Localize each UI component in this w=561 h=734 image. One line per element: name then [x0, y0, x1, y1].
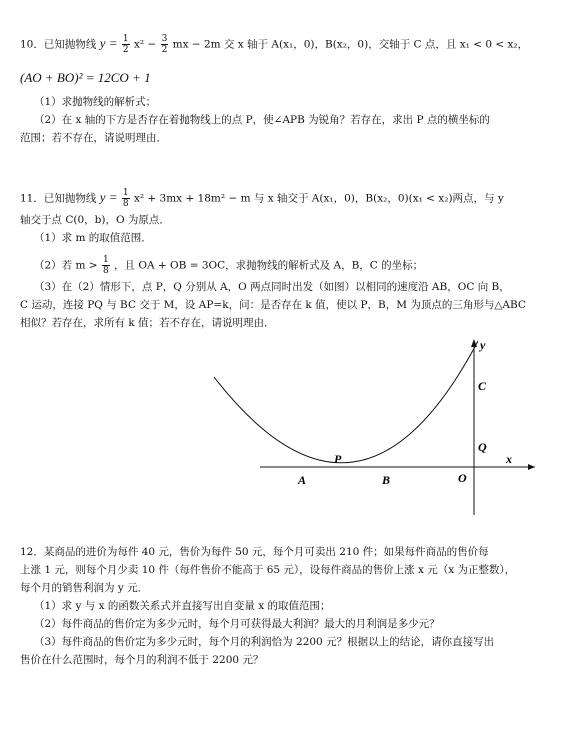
- label-B: B: [382, 473, 391, 487]
- q11-sub2-prefix: （2）若 m >: [34, 259, 98, 272]
- label-Q: Q: [478, 440, 487, 454]
- y-axis-arrow: [471, 339, 477, 347]
- q10-intro: 10．已知抛物线: [20, 38, 97, 51]
- q10-sub1: （1）求抛物线的解析式；: [34, 96, 157, 108]
- q12-sub1: （1）求 y 与 x 的函数关系式并直接写出自变量 x 的取值范围；: [34, 600, 331, 612]
- q10-term-x2: x² −: [133, 38, 157, 51]
- q11-sub3a: （3）在（2）情形下，点 P，Q 分别从 A，O 两点同时出发（如图）以相同的速度沿 AB，OC 向 B，: [34, 281, 510, 293]
- q10-line1: [20, 34, 550, 55]
- q11-fraction: $\frac{1}{8}$: [122, 188, 129, 209]
- label-x: x: [506, 452, 512, 466]
- q10-fraction-2: $\frac{3}{2}$: [161, 34, 168, 55]
- q10-equation: (AO + BO)² = 12CO + 1: [20, 70, 151, 85]
- q11-sub2: [34, 255, 561, 276]
- q11-sub2-text: ，且 OA + OB = 3OC，求抛物线的解析式及 A，B，C 的坐标；: [114, 259, 424, 272]
- label-P: P: [334, 452, 342, 466]
- label-C: C: [478, 379, 487, 393]
- q12-sub2: （2）每件商品的售价定为多少元时，每个月可获得最大利润？最大的月利润是多少元？: [34, 618, 440, 630]
- q10-fraction-1: $\frac{1}{2}$: [122, 34, 129, 55]
- q12-line2: 上涨 1 元，则每个月少卖 10 件（每件售价不能高于 65 元），设每件商品的售价上涨 x 元（x 为正整数），: [20, 564, 516, 576]
- q11-line1: [20, 188, 550, 209]
- x-axis-arrow: [528, 464, 535, 470]
- parabola-figure: [200, 335, 540, 525]
- q10-sub2a: （2）在 x 轴的下方是否存在着抛物线上的点 P，使∠APB 为锐角？若存在，求出 P 点的横坐标的: [34, 114, 490, 126]
- q11-condition: x² + 3mx + 18m² − m 与 x 轴交于 A(x₁，0)，B(x₂，0)(x₁ < x₂)两点，与 y: [133, 192, 504, 205]
- q11-intro: 11．已知抛物线: [20, 192, 97, 205]
- q11-sub1: （1）求 m 的取值范围．: [34, 232, 152, 244]
- label-O: O: [458, 471, 467, 485]
- q10-condition: mx − 2m 交 x 轴于 A(x₁，0)，B(x₂，0)，交轴于 C 点，且 x₁ < 0 < x₂，: [172, 38, 529, 51]
- q12-line3: 每个月的销售利润为 y 元．: [20, 582, 149, 594]
- q11-sub2-fraction: $\frac{1}{8}$: [102, 255, 109, 276]
- q11-sub3b: C 运动，连接 PQ 与 BC 交于 M，设 AP=k，问：是否存在 k 值，使以 P，B，M 为顶点的三角形与△ABC: [20, 299, 526, 311]
- q11-line2: 轴交于点 C(0，b)，O 为原点．: [20, 214, 170, 226]
- q10-sub2b: 范围；若不存在，请说明理由．: [20, 132, 167, 144]
- q12-line1: 12．某商品的进价为每件 40 元，售价为每件 50 元，每个月可卖出 210 件；如果每件商品的售价每: [20, 546, 489, 558]
- label-A: A: [298, 473, 307, 487]
- q12-sub3a: （3）每件商品的售价定为多少元时，每个月的利润恰为 2200 元？根据以上的结论，请你直接写出: [34, 636, 495, 648]
- q11-y-eq: y =: [99, 189, 118, 205]
- label-y: y: [480, 338, 486, 352]
- q10-y-eq: y =: [99, 35, 118, 51]
- parabola-curve: [214, 341, 478, 463]
- q11-sub3c: 相似？若存在，求所有 k 值；若不存在，请说明理由．: [20, 317, 275, 329]
- q12-sub3b: 售价在什么范围时，每个月的利润不低于 2200 元？: [20, 654, 264, 666]
